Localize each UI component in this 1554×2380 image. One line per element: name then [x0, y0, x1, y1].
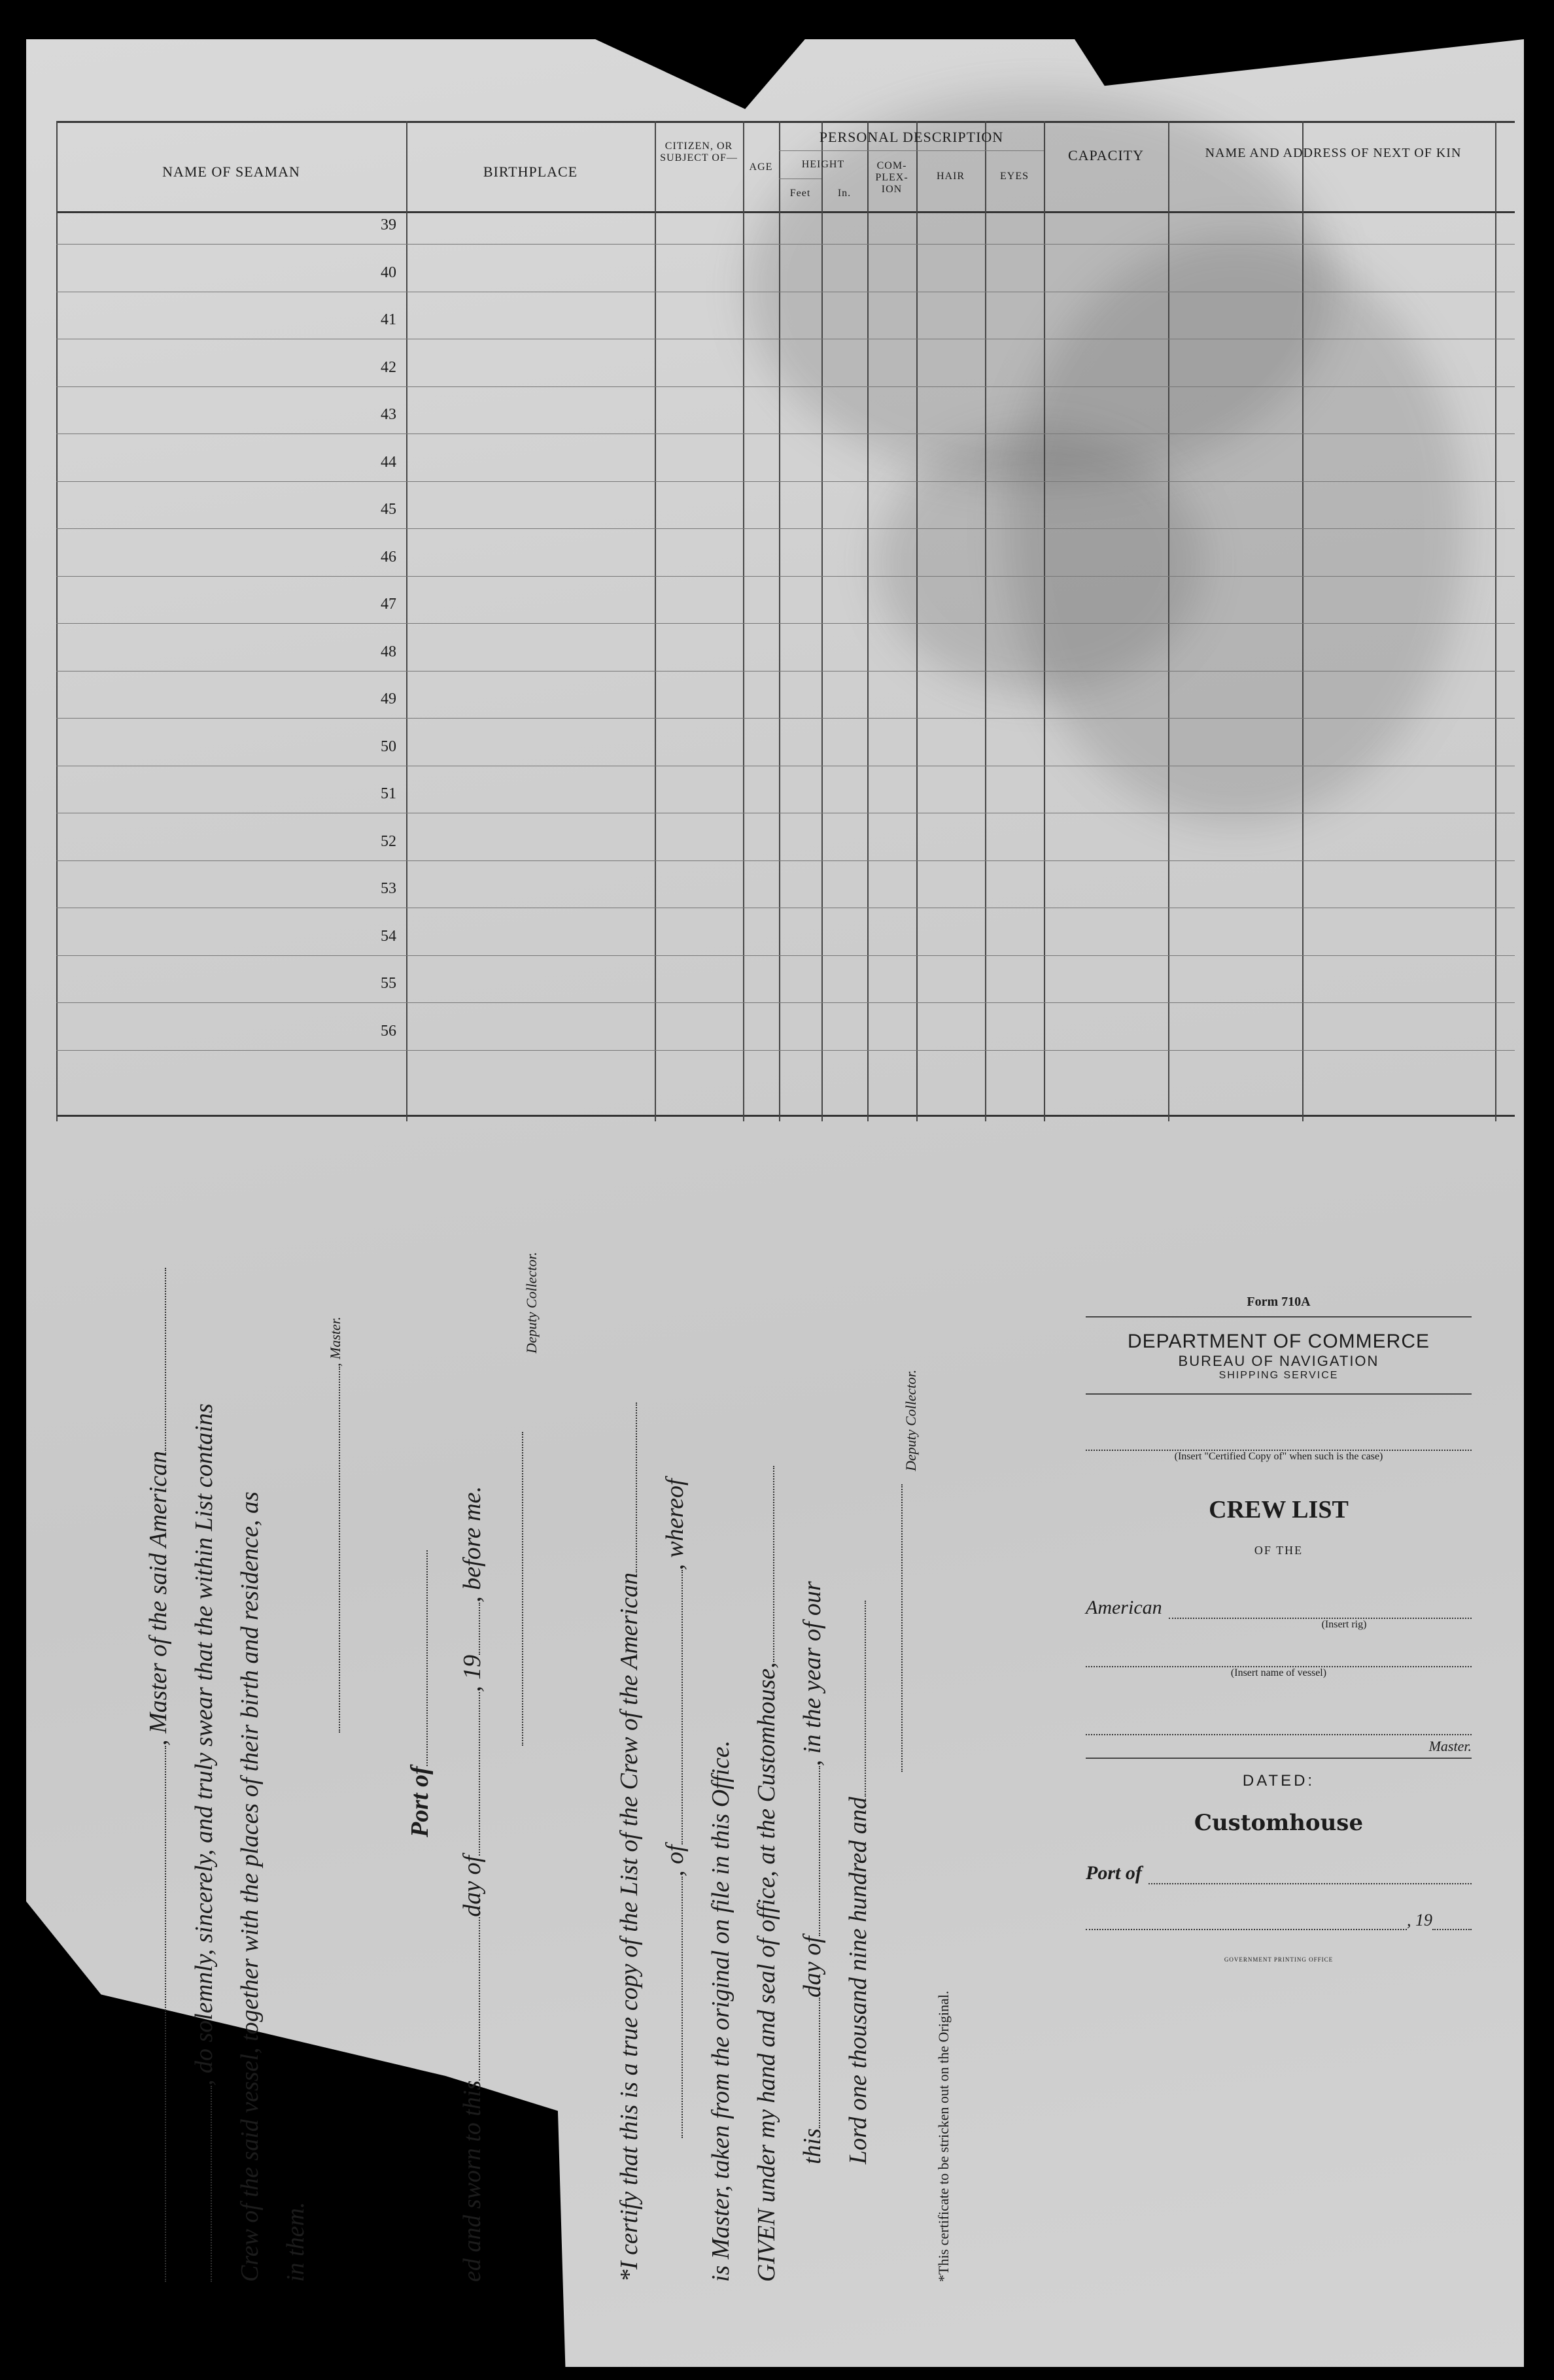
header-citizen: CITIZEN, OR SUBJECT OF— [660, 141, 738, 163]
oath-year: , 19 [458, 1654, 486, 1692]
gpo-imprint: GOVERNMENT PRINTING OFFICE [1224, 1956, 1334, 1963]
insert-rig-caption: (Insert rig) [1321, 1619, 1367, 1630]
cert-line-7: day of [799, 1936, 826, 1998]
cert-line-9: Lord one thousand nine hundred and [844, 1797, 872, 2164]
service-title: SHIPPING SERVICE [1218, 1370, 1339, 1381]
row-number: 53 [381, 880, 396, 897]
header-name: NAME OF SEAMAN [162, 163, 300, 180]
header-next-of-kin: NAME AND ADDRESS OF NEXT OF KIN [1205, 146, 1462, 160]
cert-line-6: this [799, 2128, 826, 2164]
american-label: American [1086, 1597, 1162, 1618]
dated-label: DATED: [1242, 1772, 1315, 1790]
table-row-rule [56, 481, 1515, 482]
crew-table [56, 121, 1515, 1121]
crew-list-title: CREW LIST [1209, 1496, 1349, 1523]
header-eyes: EYES [1000, 171, 1029, 182]
table-row-rule [56, 386, 1515, 387]
cert-line-2: , of [661, 1844, 689, 1877]
table-row-rule [56, 623, 1515, 624]
oath-line-1: , Master of the said American [145, 1450, 172, 1746]
header-capacity: CAPACITY [1068, 147, 1144, 163]
row-number: 48 [381, 643, 396, 660]
deputy-collector-1: Deputy Collector. [523, 1251, 540, 1353]
oath-day: day of [458, 1855, 486, 1917]
row-number: 42 [381, 358, 396, 376]
row-number: 43 [381, 406, 396, 423]
row-number: 54 [381, 927, 396, 945]
cert-line-1: *I certify that this is a true copy of the List of the Crew of the American [615, 1572, 643, 2282]
row-number: 51 [381, 785, 396, 802]
oath-port: Port of [406, 1766, 434, 1837]
cover-panel [1086, 1295, 1472, 1963]
customhouse-label: Customhouse [1194, 1810, 1364, 1836]
row-number: 41 [381, 311, 396, 328]
form-number: Form 710A [1247, 1295, 1311, 1309]
year-label: , 19 [1407, 1911, 1432, 1930]
oath-before: , before me. [458, 1486, 486, 1603]
table-row-rule [56, 576, 1515, 577]
master-label: Master. [1428, 1738, 1472, 1754]
header-height: HEIGHT [801, 159, 845, 170]
department-title: DEPARTMENT OF COMMERCE [1127, 1331, 1430, 1352]
row-number: 52 [381, 832, 396, 850]
deputy-collector-2: Deputy Collector. [903, 1369, 919, 1471]
row-number: 44 [381, 453, 396, 471]
row-number: 49 [381, 690, 396, 707]
row-number: 39 [381, 216, 396, 233]
row-number: 47 [381, 596, 396, 613]
oath-line-2: , do solemnly, sincerely, and truly swear that the within List contains [190, 1403, 218, 2086]
header-feet: Feet [789, 188, 811, 199]
oath-line-3: Crew of the said vessel, together with the places of their birth and residence, as [236, 1491, 264, 2282]
oath-master: , Master. [327, 1316, 343, 1367]
table-row-rule [56, 860, 1515, 861]
table-row-rule [56, 1002, 1515, 1003]
table-row-rule [56, 718, 1515, 719]
row-number: 50 [381, 738, 396, 755]
header-inches: In. [837, 188, 852, 199]
oath-sworn: ed and sworn to this [458, 2080, 486, 2282]
oath-line-4: in them. [282, 2202, 309, 2282]
row-number: 45 [381, 501, 396, 518]
row-number: 56 [381, 1022, 396, 1040]
table-row-rule [56, 244, 1515, 245]
cert-line-3: , whereof [661, 1478, 689, 1571]
insert-vessel-caption: (Insert name of vessel) [1230, 1667, 1327, 1678]
row-number: 55 [381, 975, 396, 992]
port-label: Port of [1086, 1862, 1142, 1884]
cert-line-5: GIVEN under my hand and seal of office, at the Customhouse, [753, 1662, 780, 2282]
header-personal-description: PERSONAL DESCRIPTION [819, 129, 1004, 145]
header-complexion: COM- PLEX- ION [875, 160, 908, 195]
footnote: *This certificate to be stricken out on the Original. [935, 1990, 952, 2282]
header-birthplace: BIRTHPLACE [483, 163, 578, 180]
oath-block [118, 1138, 968, 2282]
table-row-rule [56, 1050, 1515, 1051]
insert-certified-caption: (Insert "Certified Copy of" when such is the case) [1174, 1451, 1383, 1462]
table-row-rule [56, 671, 1515, 672]
table-row-rule [56, 955, 1515, 956]
of-the-label: OF THE [1254, 1544, 1304, 1557]
cert-line-4: is Master, taken from the original on file in this Office. [707, 1740, 734, 2282]
cert-line-8: , in the year of our [799, 1581, 826, 1767]
row-number: 46 [381, 548, 396, 566]
row-number: 40 [381, 264, 396, 281]
table-row-rule [56, 528, 1515, 529]
header-age: AGE [749, 162, 773, 173]
bureau-title: BUREAU OF NAVIGATION [1178, 1353, 1379, 1369]
header-hair: HAIR [936, 171, 965, 182]
